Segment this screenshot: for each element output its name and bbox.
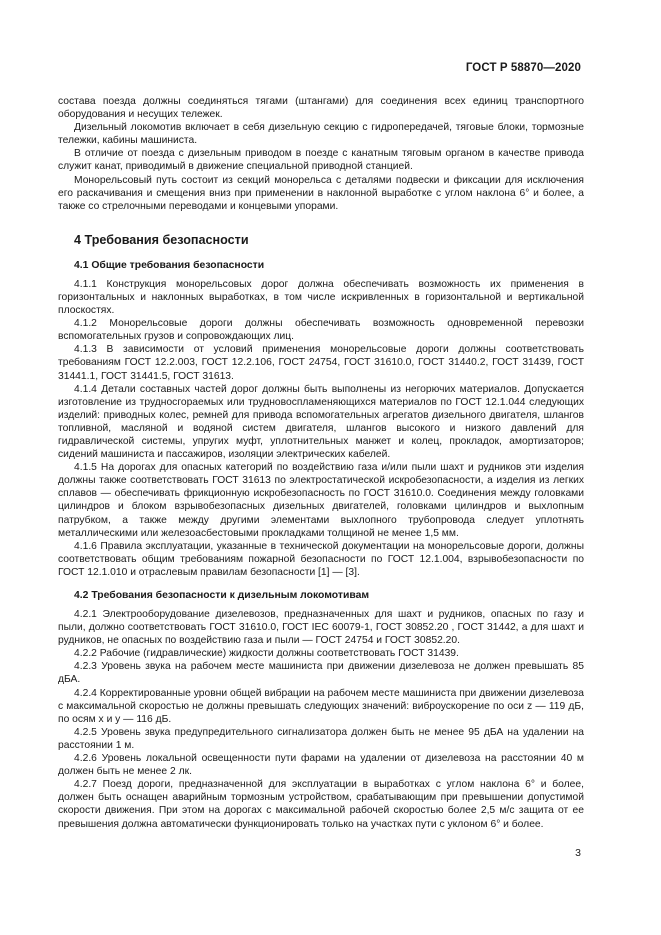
clause-4-2-2: 4.2.2 Рабочие (гидравлические) жидкости должны соответствовать ГОСТ 31439.: [74, 648, 459, 660]
page-number: 3: [575, 847, 581, 859]
clause-4-1-3: 4.1.3 В зависимости от условий применения монорельсовые дороги должны соответствовать требованиям ГОСТ 12.2.003, ГОСТ 12.2.106, ГОСТ 24754, ГОСТ 31610.0, ГОСТ 31440.2, ГОСТ 31439, ГОСТ 31441.1, ГОСТ 31441.5, ГОСТ 31613.: [58, 344, 584, 382]
document-body: [58, 95, 584, 831]
clause-4-2-7: 4.2.7 Поезд дороги, предназначенной для эксплуатации в выработках с углом наклона 6° и более, должен быть оснащен аварийным тормозным устройством, срабатывающим при превышении допустимой скорости движения. При этом на дорогах с максимальной рабочей скоростью более 2,5 м/с защита от ее превышения должна автоматически функционировать только на участках пути с уклоном 6° и более.: [58, 779, 584, 830]
clause-4-1-2: 4.1.2 Монорельсовые дороги должны обеспечивать возможность одновременной перевозки вспомогательных грузов и сопровождающих лиц.: [58, 318, 584, 343]
clause-4-1-4: 4.1.4 Детали составных частей дорог должны быть выполнены из негорючих материалов. Допускается изготовление из трудносгораемых или трудновоспламеняющихся материалов по ГОСТ 12.1.044 следующих изделий: приводных колес, ремней для привода вспомогательных агрегатов дизельного двигателя, шлангов топливной, масляной и водяной систем двигателя, шлангов высокого и низкого давлений для гидравлической системы, упругих муфт, уплотнительных манжет и колец, прокладок, амортизаторов; сидений машиниста и пассажиров, изоляции электрических кабелей.: [58, 383, 584, 461]
clause-4-2-1: 4.2.1 Электрооборудование дизелевозов, предназначенных для шахт и рудников, опасных по газу и пыли, должно соответствовать ГОСТ 31610.0, ГОСТ IEC 60079-1, ГОСТ 30852.20 , ГОСТ 31442, а для шахт и рудников, не опасных по воздействию газа и пыли — ГОСТ 24754 и ГОСТ 30852.20.: [58, 609, 584, 647]
clause-4-1-6: 4.1.6 Правила эксплуатации, указанные в технической документации на монорельсовые дороги, должны соответствовать общим требованиям пожарной безопасности по ГОСТ 12.1.004, взрывобезопасности по ГОСТ 12.1.010 и отраслевым правилам безопасности [1] — [3].: [58, 540, 584, 578]
paragraph-monorail-track: Монорельсовый путь состоит из секций монорельса с деталями подвески и фиксации для исключения его раскачивания и смещения вниз при применении в наклонной выработке с углом наклона 6° и более, а также со стрелочными переводами и концевыми упорами.: [58, 174, 584, 212]
subsection-heading-4-1: 4.1 Общие требования безопасности: [74, 259, 265, 271]
section-heading-4: 4 Требования безопасности: [74, 232, 249, 247]
clause-4-2-6: 4.2.6 Уровень локальной освещенности пути фарами на удалении от дизелевоза на расстоянии 40 м должен быть не менее 2 лк.: [58, 753, 584, 778]
paragraph-rope-drive: В отличие от поезда с дизельным приводом в поезде с канатным тяговым органом в качестве привода служит канат, приводимый в движение специальной приводной станцией.: [58, 148, 584, 173]
document-id-header: ГОСТ Р 58870—2020: [465, 62, 581, 74]
clause-4-2-5: 4.2.5 Уровень звука предупредительного сигнализатора должен быть не менее 95 дБА на удалении на расстоянии 1 м.: [58, 726, 584, 751]
clause-4-1-1: 4.1.1 Конструкция монорельсовых дорог должна обеспечивать возможность их применения в горизонтальных и наклонных выработках, в том числе искривленных в горизонтальной и вертикальной плоскостях.: [58, 278, 584, 317]
paragraph-intro-continued: состава поезда должны соединяться тягами (штангами) для соединения всех единиц транспортного оборудования и несущих тележек.: [58, 96, 584, 121]
clause-4-2-3: 4.2.3 Уровень звука на рабочем месте машиниста при движении дизелевоза не должен превышать 85 дБА.: [58, 661, 584, 686]
clause-4-2-4: 4.2.4 Корректированные уровни общей вибрации на рабочем месте машиниста при движении дизелевоза с максимальной скоростью не должны превышать следующих значений: виброускорение по оси z — 119 дБ, по осям x и y — 116 дБ.: [58, 687, 584, 725]
paragraph-diesel-locomotive: Дизельный локомотив включает в себя дизельную секцию с гидропередачей, тяговые блоки, тормозные тележки, кабины машиниста.: [58, 122, 584, 147]
clause-4-1-5: 4.1.5 На дорогах для опасных категорий по воздействию газа и/или пыли шахт и рудников эти изделия должны также соответствовать ГОСТ 31613 по электростатической искробезопасности, а изделия из легких сплавов — обеспечивать фрикционную искробезопасность по ГОСТ 31610.0. Соединения между головками цилиндров и блоком взрывобезопасных дизельных двигателей, головками цилиндров и выхлопным патрубком, а также между другими элементами выхлопного трубопровода следует уплотнять металлическими или железоасбестовыми прокладками толщиной не менее 1,5 мм.: [58, 462, 584, 539]
subsection-heading-4-2: 4.2 Требования безопасности к дизельным локомотивам: [74, 590, 370, 601]
